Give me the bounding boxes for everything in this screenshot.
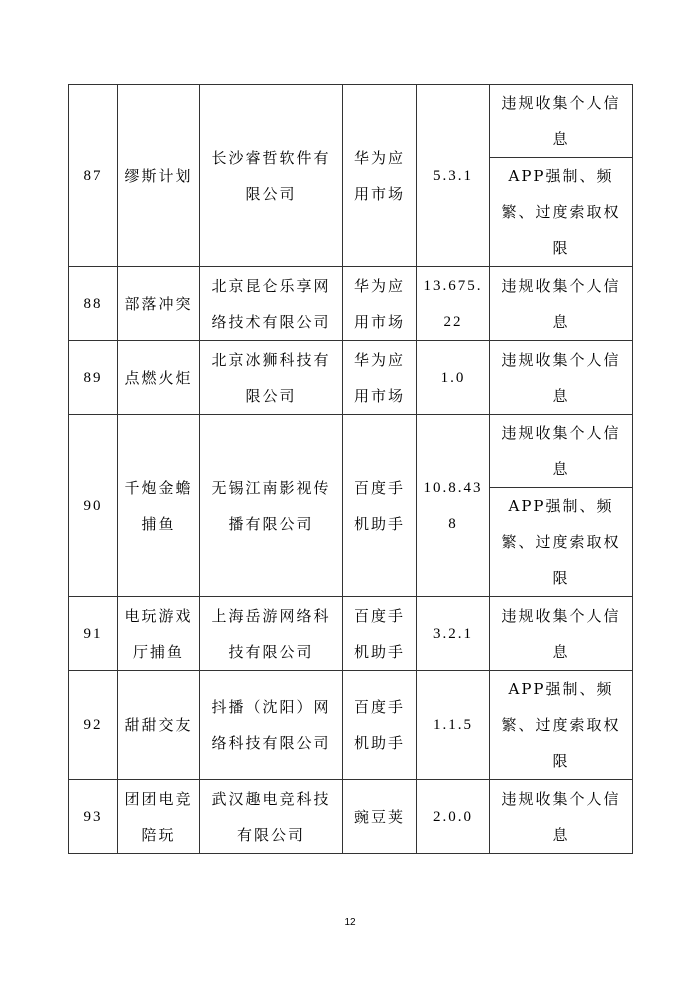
issue-text: 违规收集个人信息: [490, 341, 633, 415]
table-row: [69, 671, 633, 780]
row-number: 90: [69, 415, 118, 597]
app-name: 缪斯计划: [118, 85, 200, 267]
app-market: 华为应用市场: [343, 267, 417, 341]
app-version: 1.0: [417, 341, 490, 415]
company-name: 武汉趣电竞科技有限公司: [200, 780, 343, 854]
table-row: [69, 780, 633, 854]
app-name: 甜甜交友: [118, 671, 200, 780]
row-number: 93: [69, 780, 118, 854]
row-number: 87: [69, 85, 118, 267]
app-version: 3.2.1: [417, 597, 490, 671]
table-row: [69, 415, 633, 488]
table-row: [69, 85, 633, 158]
app-version: 1.1.5: [417, 671, 490, 780]
issue-text: 违规收集个人信息: [490, 267, 633, 341]
app-version: 13.675.22: [417, 267, 490, 341]
company-name: 北京昆仑乐享网络技术有限公司: [200, 267, 343, 341]
app-name: 千炮金蟾捕鱼: [118, 415, 200, 597]
issue-text: 违规收集个人信息: [490, 597, 633, 671]
table-row: [69, 267, 633, 341]
row-number: 88: [69, 267, 118, 341]
table-row: [69, 597, 633, 671]
app-version: 10.8.438: [417, 415, 490, 597]
page-number: 12: [344, 917, 356, 928]
company-name: 上海岳游网络科技有限公司: [200, 597, 343, 671]
row-number: 92: [69, 671, 118, 780]
app-name: 部落冲突: [118, 267, 200, 341]
app-name: 团团电竞陪玩: [118, 780, 200, 854]
app-market: 华为应用市场: [343, 341, 417, 415]
company-name: 无锡江南影视传播有限公司: [200, 415, 343, 597]
issue-text: APP强制、频繁、过度索取权限: [490, 671, 633, 780]
app-name: 电玩游戏厅捕鱼: [118, 597, 200, 671]
issue-text: 违规收集个人信息: [490, 780, 633, 854]
app-violation-table: [68, 84, 633, 854]
issue-text: 违规收集个人信息: [490, 85, 633, 158]
app-version: 5.3.1: [417, 85, 490, 267]
company-name: 抖播（沈阳）网络科技有限公司: [200, 671, 343, 780]
issue-text: 违规收集个人信息: [490, 415, 633, 488]
company-name: 长沙睿哲软件有限公司: [200, 85, 343, 267]
table-row: [69, 341, 633, 415]
app-version: 2.0.0: [417, 780, 490, 854]
row-number: 89: [69, 341, 118, 415]
app-market: 华为应用市场: [343, 85, 417, 267]
row-number: 91: [69, 597, 118, 671]
app-market: 豌豆荚: [343, 780, 417, 854]
app-name: 点燃火炬: [118, 341, 200, 415]
company-name: 北京冰狮科技有限公司: [200, 341, 343, 415]
app-market: 百度手机助手: [343, 415, 417, 597]
issue-text: APP强制、频繁、过度索取权限: [490, 158, 633, 267]
app-market: 百度手机助手: [343, 597, 417, 671]
issue-text: APP强制、频繁、过度索取权限: [490, 488, 633, 597]
app-market: 百度手机助手: [343, 671, 417, 780]
